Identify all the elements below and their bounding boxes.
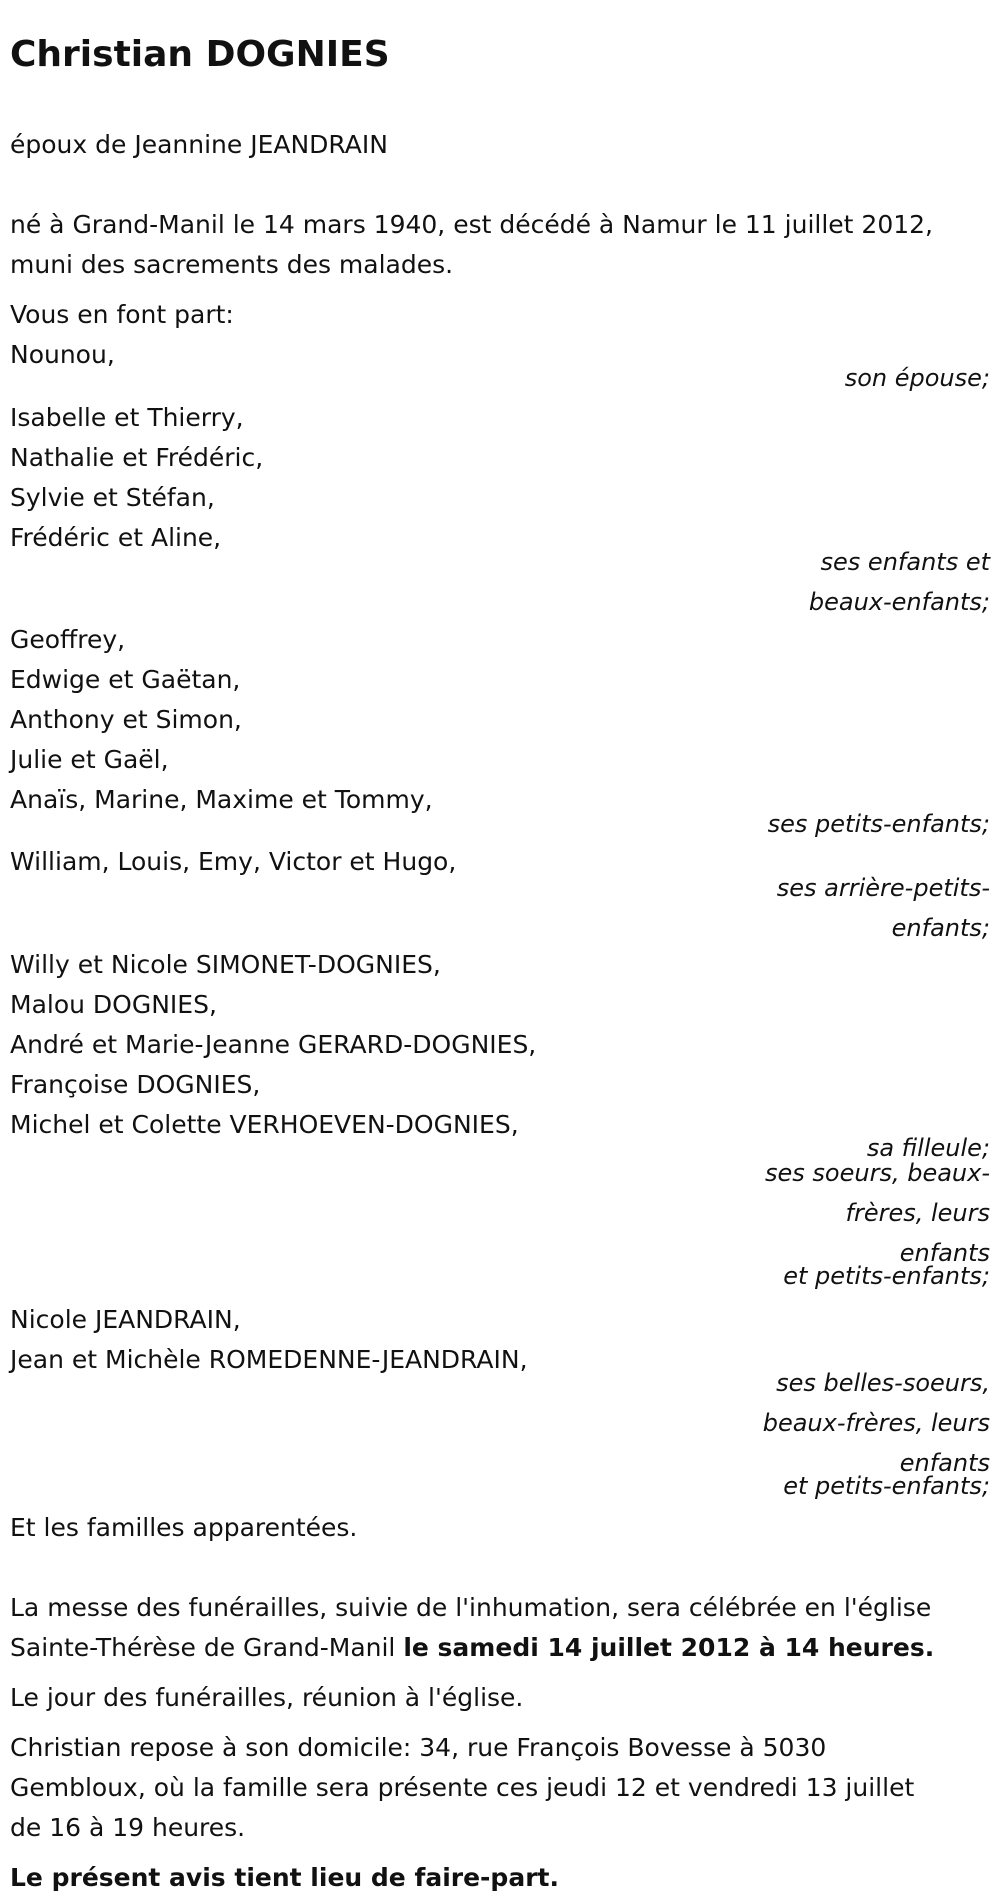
child-name: Isabelle et Thierry,	[10, 403, 244, 432]
children-role-line: ses enfants et	[820, 548, 990, 576]
birth-line-2: muni des sacrements des malades.	[10, 250, 454, 279]
spouse-role: son épouse;	[844, 364, 990, 392]
grandchildren-role: ses petits-enfants;	[767, 810, 990, 838]
children-role-line: beaux-enfants;	[808, 588, 990, 616]
funeral-location: Sainte-Thérèse de Grand-Manil	[10, 1633, 404, 1662]
grandchild-name: Geoffrey,	[10, 625, 126, 654]
in-laws-role-line: beaux-frères, leurs	[762, 1409, 990, 1437]
reunion-line: Le jour des funérailles, réunion à l'église.	[10, 1683, 524, 1712]
grandchild-name: Edwige et Gaëtan,	[10, 665, 241, 694]
funeral-line-2	[10, 1628, 934, 1668]
intro-line: Vous en font part:	[10, 300, 234, 329]
sibling-name: Françoise DOGNIES,	[10, 1070, 261, 1099]
siblings-role-line: et petits-enfants;	[783, 1262, 990, 1290]
sibling-name: Willy et Nicole SIMONET-DOGNIES,	[10, 950, 441, 979]
grandchild-name: Julie et Gaël,	[10, 745, 169, 774]
grandchild-name: Anaïs, Marine, Maxime et Tommy,	[10, 785, 433, 814]
in-laws-role-line: ses belles-soeurs,	[776, 1369, 990, 1397]
sibling-name: Malou DOGNIES,	[10, 990, 217, 1019]
child-name: Sylvie et Stéfan,	[10, 483, 215, 512]
in-law-name: Jean et Michèle ROMEDENNE-JEANDRAIN,	[10, 1345, 528, 1374]
goddaughter-role: sa filleule;	[866, 1134, 990, 1162]
spouse-line: époux de Jeannine JEANDRAIN	[10, 130, 388, 159]
child-name: Frédéric et Aline,	[10, 523, 222, 552]
great-grandchild-name: William, Louis, Emy, Victor et Hugo,	[10, 847, 457, 876]
grandchild-name: Anthony et Simon,	[10, 705, 242, 734]
spouse-name: Nounou,	[10, 340, 115, 369]
closing-line: Le présent avis tient lieu de faire-part.	[10, 1863, 559, 1892]
repose-line-2: Gembloux, où la famille sera présente ces jeudi 12 et vendredi 13 juillet	[10, 1773, 915, 1802]
repose-line-1: Christian repose à son domicile: 34, rue François Bovesse à 5030	[10, 1733, 827, 1762]
families-line: Et les familles apparentées.	[10, 1513, 358, 1542]
siblings-role-line: enfants	[899, 1239, 990, 1267]
funeral-date: le samedi 14 juillet 2012 à 14 heures.	[403, 1633, 935, 1662]
birth-line-1: né à Grand-Manil le 14 mars 1940, est décédé à Namur le 11 juillet 2012,	[10, 210, 933, 239]
deceased-name: Christian DOGNIES	[10, 34, 390, 75]
siblings-role-line: ses soeurs, beaux-	[765, 1159, 990, 1187]
in-law-name: Nicole JEANDRAIN,	[10, 1305, 241, 1334]
sibling-name: André et Marie-Jeanne GERARD-DOGNIES,	[10, 1030, 537, 1059]
sibling-name: Michel et Colette VERHOEVEN-DOGNIES,	[10, 1110, 519, 1139]
repose-line-3: de 16 à 19 heures.	[10, 1813, 246, 1842]
in-laws-role-line: enfants	[899, 1449, 990, 1477]
in-laws-role-line: et petits-enfants;	[783, 1472, 990, 1500]
great-grandchildren-role-line: enfants;	[891, 914, 990, 942]
great-grandchildren-role-line: ses arrière-petits-	[776, 874, 990, 902]
siblings-role-line: frères, leurs	[845, 1199, 990, 1227]
funeral-line-1: La messe des funérailles, suivie de l'inhumation, sera célébrée en l'église	[10, 1593, 932, 1622]
child-name: Nathalie et Frédéric,	[10, 443, 264, 472]
